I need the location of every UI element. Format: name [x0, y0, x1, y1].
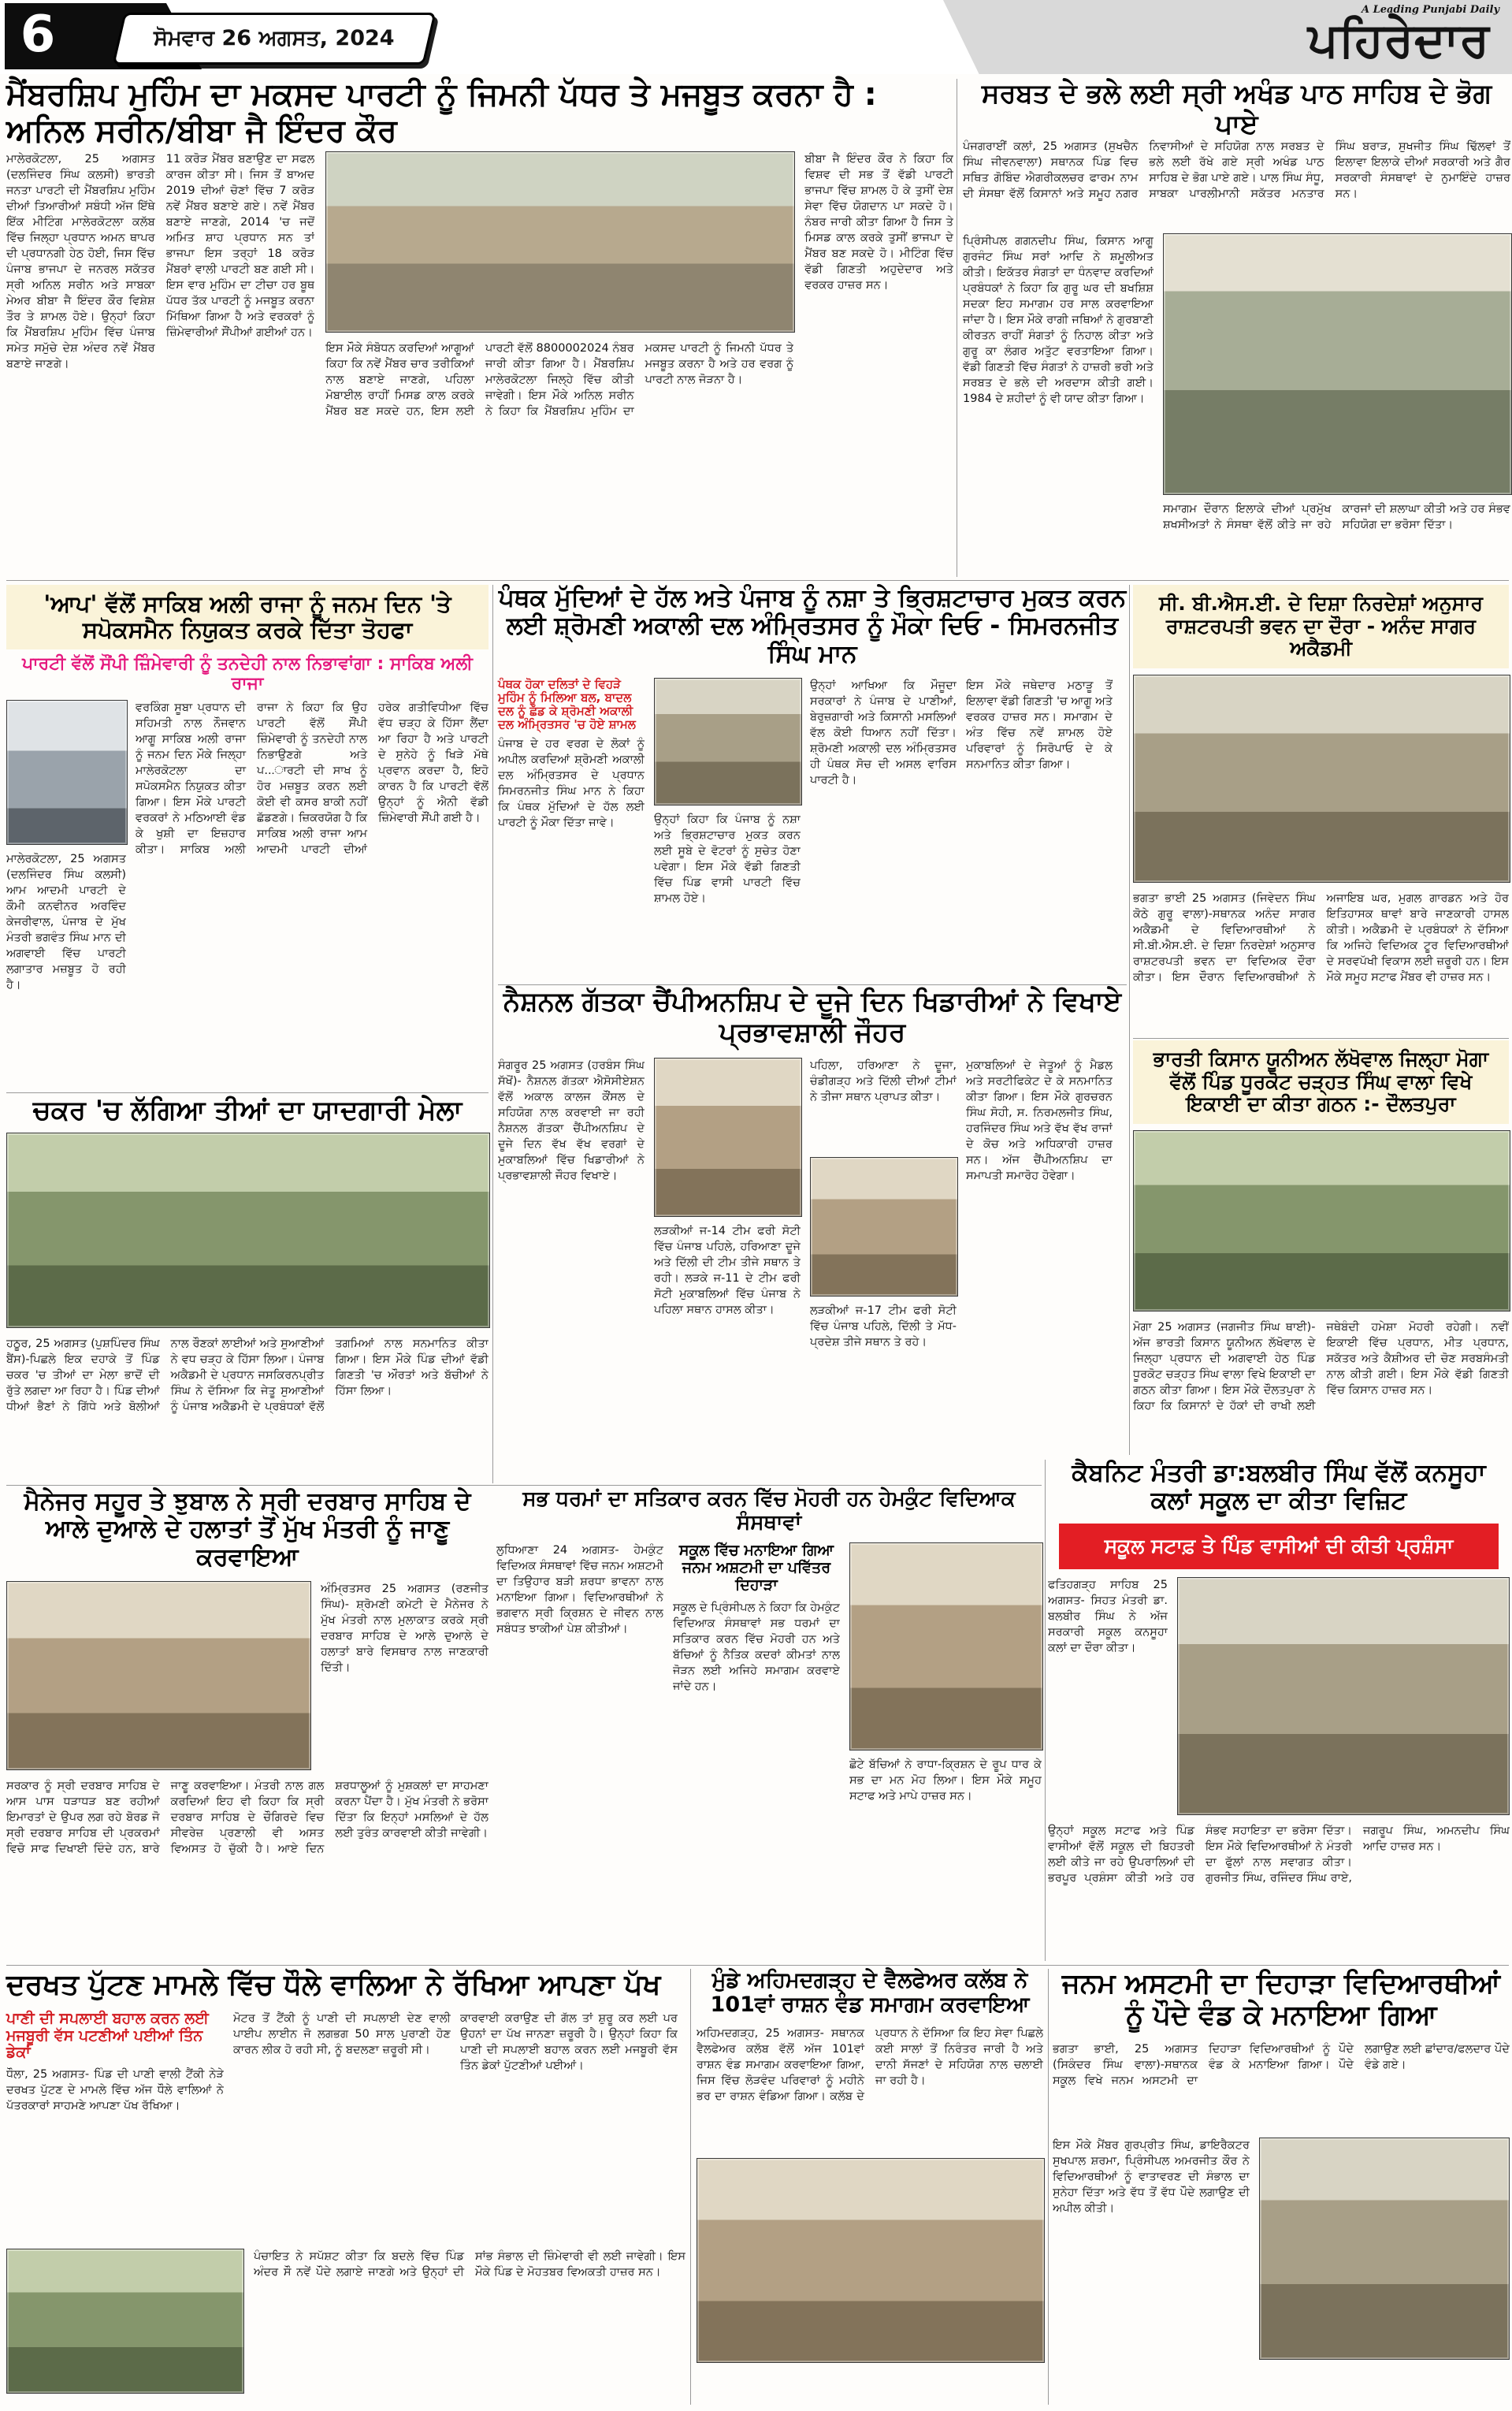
section-rule: [6, 580, 1509, 581]
page-number: 6: [20, 6, 56, 64]
janm-left-column: ਇਸ ਮੌਕੇ ਮੈਂਬਰ ਗੁਰਪ੍ਰੀਤ ਸਿੰਘ, ਡਾਇਰੈਕਟਰ ਸੁਖਪਾਲ ਸ਼ਰਮਾ, ਪ੍ਰਿੰਸੀਪਲ ਅਮਰਜੀਤ ਕੌਰ ਨੇ ਵਿਦਿਆਰਥੀਆਂ ਨੂੰ ਵਾਤਾਵਰਣ ਦੀ ਸੰਭਾਲ ਦਾ ਸੁਨੇਹਾ ਦਿੱਤਾ ਅਤੇ ਵੱਧ ਤੋਂ ਵੱਧ ਪੌਦੇ ਲਗਾਉਣ ਦੀ ਅਪੀਲ ਕੀਤੀ।: [1053, 2138, 1250, 2215]
welfare-headline: ਮੁੰਡੇ ਅਹਿਮਦਗੜ੍ਹ ਦੇ ਵੈਲਫੇਅਰ ਕਲੱਬ ਨੇ 101ਵਾਂ ਰਾਸ਼ਨ ਵੰਡ ਸਮਾਗਮ ਕਰਵਾਇਆ: [710, 1968, 1030, 2017]
photo-janmashtami-kids: [849, 1542, 1043, 1751]
balbir-subhead-band: ਸਕੂਲ ਸਟਾਫ਼ ਤੇ ਪਿੰਡ ਵਾਸੀਆਂ ਦੀ ਕੀਤੀ ਪ੍ਰਸ਼ੰਸਾ: [1059, 1524, 1499, 1569]
photo-saqib-ali-raja: [6, 700, 128, 845]
gatka-col-1: ਸੰਗਰੂਰ 25 ਅਗਸਤ (ਹਰਬੰਸ ਸਿੰਘ ਸੱਖੋਂ)- ਨੈਸ਼ਨਲ ਗੱਤਕਾ ਐਸੋਸੀਏਸ਼ਨ ਵੱਲੋਂ ਅਕਾਲ ਕਾਲਜ ਕੌਂਸਲ ਦੇ ਸਹਿਯੋਗ ਨਾਲ ਕਰਵਾਈ ਜਾ ਰਹੀ ਨੈਸ਼ਨਲ ਗੱਤਕਾ ਚੈਂਪੀਅਨਸ਼ਿਪ ਦੇ ਦੂਜੇ ਦਿਨ ਵੱਖ ਵੱਖ ਵਰਗਾਂ ਦੇ ਮੁਕਾਬਲਿਆਂ ਵਿੱਚ ਖਿਡਾਰੀਆਂ ਨੇ ਪ੍ਰਭਾਵਸ਼ਾਲੀ ਜੌਹਰ ਵਿਖਾਏ।: [498, 1059, 645, 1182]
column-rule: [1045, 1460, 1046, 1961]
lead-article-body: [6, 151, 953, 557]
photo-gatka-players-1: [654, 1058, 802, 1217]
janm-article: [1053, 1969, 1510, 2405]
photo-minister-visit: [1177, 1577, 1510, 1815]
hemkunt-article: [496, 1488, 1042, 1959]
janm-lead-text: ਭਗਤਾ ਭਾਈ, 25 ਅਗਸਤ (ਸਿਕੰਦਰ ਸਿੰਘ ਵਾਲਾ)-ਸਥਾਨਕ ਸਕੂਲ ਵਿਖੇ ਜਨਮ ਅਸਟਮੀ ਦਾ ਦਿਹਾੜਾ ਵਿਦਿਆਰਥੀਆਂ ਨੂੰ ਪੌਦੇ ਵੰਡ ਕੇ ਮਨਾਇਆ ਗਿਆ। ਪੌਦੇ ਲਗਾਉਣ ਲਈ ਛਾਂਦਾਰ/ਫਲਦਾਰ ਪੌਦੇ ਵੰਡੇ ਗਏ।: [1053, 2042, 1510, 2087]
mann-col-2: ਉਨ੍ਹਾਂ ਕਿਹਾ ਕਿ ਪੰਜਾਬ ਨੂੰ ਨਸ਼ਾ ਅਤੇ ਭ੍ਰਿਸ਼ਟਾਚਾਰ ਮੁਕਤ ਕਰਨ ਲਈ ਸੂਬੇ ਦੇ ਵੋਟਰਾਂ ਨੂੰ ਸੁਚੇਤ ਹੋਣਾ ਪਵੇਗਾ। ਇਸ ਮੌਕੇ ਵੱਡੀ ਗਿਣਤੀ ਵਿੱਚ ਪਿੰਡ ਵਾਸੀ ਪਾਰਟੀ ਵਿੱਚ ਸ਼ਾਮਲ ਹੋਏ।: [654, 813, 801, 905]
balbir-headline: ਕੈਬਨਿਟ ਮੰਤਰੀ ਡਾ:ਬਲਬੀਰ ਸਿੰਘ ਵੱਲੋਂ ਕਨਸੂਹਾ ਕਲਾਂ ਸਕੂਲ ਦਾ ਕੀਤਾ ਵਿਜ਼ਿਟ: [1072, 1459, 1486, 1516]
gatka-article: [498, 987, 1127, 1474]
welfare-body: ਅਹਿਮਦਗੜ੍ਹ, 25 ਅਗਸਤ- ਸਥਾਨਕ ਵੈਲਫੇਅਰ ਕਲੱਬ ਵੱਲੋਂ ਅੱਜ 101ਵਾਂ ਰਾਸ਼ਨ ਵੰਡ ਸਮਾਗਮ ਕਰਵਾਇਆ ਗਿਆ, ਜਿਸ ਵਿੱਚ ਲੋੜਵੰਦ ਪਰਿਵਾਰਾਂ ਨੂੰ ਮਹੀਨੇ ਭਰ ਦਾ ਰਾਸ਼ਨ ਵੰਡਿਆ ਗਿਆ। ਕਲੱਬ ਦੇ ਪ੍ਰਧਾਨ ਨੇ ਦੱਸਿਆ ਕਿ ਇਹ ਸੇਵਾ ਪਿਛਲੇ ਕਈ ਸਾਲਾਂ ਤੋਂ ਨਿਰੰਤਰ ਜਾਰੀ ਹੈ ਅਤੇ ਦਾਨੀ ਸੱਜਣਾਂ ਦੇ ਸਹਿਯੋਗ ਨਾਲ ਚਲਾਈ ਜਾ ਰਹੀ ਹੈ।: [697, 2026, 1043, 2103]
lead-col-2: 11 ਕਰੋੜ ਮੈਂਬਰ ਬਣਾਉਣ ਦਾ ਸਫਲ ਕਾਰਜ ਕੀਤਾ ਸੀ। ਜਿਸ ਤੋਂ ਬਾਅਦ 2019 ਦੀਆਂ ਚੋਣਾਂ ਵਿੱਚ 7 ਕਰੋੜ ਨਵੇਂ ਮੈਂਬਰ ਬਣਾਏ ਗਏ। ਨਵੇਂ ਮੈਂਬਰ ਬਣਾਏ ਜਾਣਗੇ, 2014 'ਚ ਜਦੋਂ ਅਮਿਤ ਸ਼ਾਹ ਪ੍ਰਧਾਨ ਸਨ ਤਾਂ ਭਾਜਪਾ ਇਸ ਤਰ੍ਹਾਂ 18 ਕਰੋੜ ਮੈਂਬਰਾਂ ਵਾਲੀ ਪਾਰਟੀ ਬਣ ਗਈ ਸੀ। ਇਸ ਵਾਰ ਮੁਹਿੰਮ ਦਾ ਟੀਚਾ ਹਰ ਬੂਥ ਪੱਧਰ ਤੱਕ ਪਾਰਟੀ ਨੂੰ ਮਜਬੂਤ ਕਰਨਾ ਮਿੱਥਿਆ ਗਿਆ ਹੈ ਅਤੇ ਵਰਕਰਾਂ ਨੂੰ ਜ਼ਿੰਮੇਵਾਰੀਆਂ ਸੌਂਪੀਆਂ ਗਈਆਂ ਹਨ।: [165, 153, 315, 339]
column-rule: [1129, 585, 1130, 1455]
mann-article: [498, 585, 1127, 983]
balbir-article: [1048, 1460, 1510, 1961]
manager-headline: ਮੈਨੇਜਰ ਸਹੂਰ ਤੇ ਝੁਬਾਲ ਨੇ ਸ੍ਰੀ ਦਰਬਾਰ ਸਾਹਿਬ ਦੇ ਆਲੇ ਦੁਆਲੇ ਦੇ ਹਲਾਤਾਂ ਤੋਂ ਮੁੱਖ ਮੰਤਰੀ ਨੂੰ ਜਾਣੂ ਕਰਵਾਇਆ: [24, 1487, 471, 1572]
teean-article: [6, 1096, 489, 1483]
bku-headline: ਭਾਰਤੀ ਕਿਸਾਨ ਯੂਨੀਅਨ ਲੱਖੋਵਾਲ ਜਿਲ੍ਹਾ ਮੋਗਾ ਵੱਲੋਂ ਪਿੰਡ ਧੂਰਕੋਟ ਚੜ੍ਹਤ ਸਿੰਘ ਵਾਲਾ ਵਿਖੇ ਇਕਾਈ ਦਾ ਕੀਤਾ ਗਠਨ :- ਦੌਲਤਪੁਰਾ: [1133, 1040, 1509, 1124]
tree-body-2: ਪੰਚਾਇਤ ਨੇ ਸਪੱਸ਼ਟ ਕੀਤਾ ਕਿ ਬਦਲੇ ਵਿੱਚ ਪਿੰਡ ਅੰਦਰ ਸੌ ਨਵੇਂ ਪੌਦੇ ਲਗਾਏ ਜਾਣਗੇ ਅਤੇ ਉਨ੍ਹਾਂ ਦੀ ਸਾਂਭ ਸੰਭਾਲ ਦੀ ਜ਼ਿੰਮੇਵਾਰੀ ਵੀ ਲਈ ਜਾਵੇਗੀ। ਇਸ ਮੌਕੇ ਪਿੰਡ ਦੇ ਮੋਹਤਬਰ ਵਿਅਕਤੀ ਹਾਜ਼ਰ ਸਨ।: [254, 2250, 685, 2279]
tree-col-2: ਮੋਟਰ ਤੋਂ ਟੈਂਕੀ ਨੂੰ ਪਾਣੀ ਦੀ ਸਪਲਾਈ ਦੇਣ ਵਾਲੀ ਪਾਈਪ ਲਾਈਨ ਜੋ ਲਗਭਗ 50 ਸਾਲ ਪੁਰਾਣੀ ਹੋਣ ਕਾਰਨ ਲੀਕ ਹੋ ਰਹੀ ਸੀ, ਨੂੰ ਬਦਲਣਾ ਜ਼ਰੂਰੀ ਸੀ।: [233, 2012, 451, 2057]
column-rule: [690, 1969, 691, 2405]
hemkunt-headline: ਸਭ ਧਰਮਾਂ ਦਾ ਸਤਿਕਾਰ ਕਰਨ ਵਿੱਚ ਮੋਹਰੀ ਹਨ ਹੇਮਕੁੰਟ ਵਿਦਿਆਕ ਸੰਸਥਾਵਾਂ: [522, 1487, 1016, 1535]
gatka-headline: ਨੈਸ਼ਨਲ ਗੱਤਕਾ ਚੈਂਪੀਅਨਸ਼ਿਪ ਦੇ ਦੂਜੇ ਦਿਨ ਖਿਡਾਰੀਆਂ ਨੇ ਵਿਖਾਏ ਪ੍ਰਭਾਵਸ਼ਾਲੀ ਜੌਹਰ: [503, 986, 1122, 1048]
photo-bku-unit: [1133, 1130, 1510, 1312]
mann-red-lead: ਪੰਥਕ ਹੋਕਾ ਦਲਿਤਾਂ ਦੇ ਵਿਹੜੇ ਮੁਹਿੰਮ ਨੂੰ ਮਿਲਿਆ ਬਲ, ਬਾਦਲ ਦਲ ਨੂੰ ਛੱਡ ਕੇ ਸ਼੍ਰੋਮਣੀ ਅਕਾਲੀ ਦਲ ਅੰਮ੍ਰਿਤਸਰ 'ਚ ਹੋਏ ਸ਼ਾਮਲ: [498, 676, 636, 732]
photo-tree-site: [6, 2249, 244, 2394]
photo-cm-meeting: [6, 1581, 311, 1770]
bku-body: ਮੋਗਾ 25 ਅਗਸਤ (ਜਗਜੀਤ ਸਿੰਘ ਥਾਈ)- ਅੱਜ ਭਾਰਤੀ ਕਿਸਾਨ ਯੂਨੀਅਨ ਲੱਖੋਵਾਲ ਦੇ ਜਿਲ੍ਹਾ ਪ੍ਰਧਾਨ ਦੀ ਅਗਵਾਈ ਹੇਠ ਪਿੰਡ ਧੂਰਕੋਟ ਚੜ੍ਹਤ ਸਿੰਘ ਵਾਲਾ ਵਿਖੇ ਇਕਾਈ ਦਾ ਗਠਨ ਕੀਤਾ ਗਿਆ। ਇਸ ਮੌਕੇ ਦੌਲਤਪੁਰਾ ਨੇ ਕਿਹਾ ਕਿ ਕਿਸਾਨਾਂ ਦੇ ਹੱਕਾਂ ਦੀ ਰਾਖੀ ਲਈ ਜਥੇਬੰਦੀ ਹਮੇਸ਼ਾ ਮੋਹਰੀ ਰਹੇਗੀ। ਨਵੀਂ ਇਕਾਈ ਵਿੱਚ ਪ੍ਰਧਾਨ, ਮੀਤ ਪ੍ਰਧਾਨ, ਸਕੱਤਰ ਅਤੇ ਕੈਸ਼ੀਅਰ ਦੀ ਚੋਣ ਸਰਬਸੰਮਤੀ ਨਾਲ ਕੀਤੀ ਗਈ। ਇਸ ਮੌਕੇ ਵੱਡੀ ਗਿਣਤੀ ਵਿੱਚ ਕਿਸਾਨ ਹਾਜ਼ਰ ਸਨ।: [1133, 1320, 1509, 1412]
aap-body: ਵਰਕਿੰਗ ਸੂਬਾ ਪ੍ਰਧਾਨ ਦੀ ਸਹਿਮਤੀ ਨਾਲ ਨੌਜਵਾਨ ਆਗੂ ਸਾਕਿਬ ਅਲੀ ਰਾਜਾ ਨੂੰ ਜਨਮ ਦਿਨ ਮੌਕੇ ਜਿਲ੍ਹਾ ਮਾਲੇਰਕੋਟਲਾ ਦਾ ਸਪੋਕਸਮੈਨ ਨਿਯੁਕਤ ਕੀਤਾ ਗਿਆ। ਇਸ ਮੌਕੇ ਪਾਰਟੀ ਵਰਕਰਾਂ ਨੇ ਮਠਿਆਈ ਵੰਡ ਕੇ ਖੁਸ਼ੀ ਦਾ ਇਜ਼ਹਾਰ ਕੀਤਾ। ਸਾਕਿਬ ਅਲੀ ਰਾਜਾ ਨੇ ਕਿਹਾ ਕਿ ਉਹ ਪਾਰਟੀ ਵੱਲੋਂ ਸੌਂਪੀ ਜ਼ਿੰਮੇਵਾਰੀ ਨੂੰ ਤਨਦੇਹੀ ਨਾਲ ਨਿਭਾਉਣਗੇ ਅਤੇ ਪ...ਾਰਟੀ ਦੀ ਸਾਖ ਨੂੰ ਹੋਰ ਮਜ਼ਬੂਤ ਕਰਨ ਲਈ ਕੋਈ ਵੀ ਕਸਰ ਬਾਕੀ ਨਹੀਂ ਛੱਡਣਗੇ। ਜ਼ਿਕਰਯੋਗ ਹੈ ਕਿ ਸਾਕਿਬ ਅਲੀ ਰਾਜਾ ਆਮ ਆਦਮੀ ਪਾਰਟੀ ਦੀਆਂ ਹਰੇਕ ਗਤੀਵਿਧੀਆ ਵਿੱਚ ਵੱਧ ਚੜ੍ਹ ਕੇ ਹਿੱਸਾ ਲੈਂਦਾ ਆ ਰਿਹਾ ਹੈ ਅਤੇ ਪਾਰਟੀ ਦੇ ਸੁਨੇਹੇ ਨੂੰ ਖਿੜੇ ਮੱਥੇ ਪ੍ਰਵਾਨ ਕਰਦਾ ਹੈ, ਇਹੋ ਕਾਰਨ ਹੈ ਕਿ ਪਾਰਟੀ ਵੱਲੋਂ ਉਨ੍ਹਾਂ ਨੂੰ ਐਨੀ ਵੱਡੀ ਜ਼ਿੰਮੇਵਾਰੀ ਸੌਂਪੀ ਗਈ ਹੈ।: [136, 701, 489, 857]
lead-col-4: ਬੀਬਾ ਜੈ ਇੰਦਰ ਕੌਰ ਨੇ ਕਿਹਾ ਕਿ ਵਿਸ਼ਵ ਦੀ ਸਭ ਤੋਂ ਵੱਡੀ ਪਾਰਟੀ ਭਾਜਪਾ ਵਿੱਚ ਸ਼ਾਮਲ ਹੋ ਕੇ ਤੁਸੀਂ ਦੇਸ਼ ਸੇਵਾ ਵਿੱਚ ਯੋਗਦਾਨ ਪਾ ਸਕਦੇ ਹੋ। ਨੰਬਰ ਜਾਰੀ ਕੀਤਾ ਗਿਆ ਹੈ ਜਿਸ ਤੇ ਮਿਸਡ ਕਾਲ ਕਰਕੇ ਤੁਸੀਂ ਭਾਜਪਾ ਦੇ ਮੈਂਬਰ ਬਣ ਸਕਦੇ ਹੋ। ਮੀਟਿੰਗ ਵਿੱਚ ਵੱਡੀ ਗਿਣਤੀ ਅਹੁਦੇਦਾਰ ਅਤੇ ਵਰਕਰ ਹਾਜ਼ਰ ਸਨ।: [804, 153, 953, 292]
column-rule: [1048, 1969, 1049, 2405]
aap-subhead: ਪਾਰਟੀ ਵੱਲੋਂ ਸੌਂਪੀ ਜ਼ਿੰਮੇਵਾਰੀ ਨੂੰ ਤਨਦੇਹੀ ਨਾਲ ਨਿਭਾਵਾਂਗਾ : ਸਾਕਿਬ ਅਲੀ ਰਾਜਾ: [22, 654, 473, 694]
column-rule: [492, 585, 493, 1483]
mann-col-1: ਪੰਜਾਬ ਦੇ ਹਰ ਵਰਗ ਦੇ ਲੋਕਾਂ ਨੂੰ ਅਪੀਲ ਕਰਦਿਆਂ ਸ਼੍ਰੋਮਣੀ ਅਕਾਲੀ ਦਲ ਅੰਮ੍ਰਿਤਸਰ ਦੇ ਪ੍ਰਧਾਨ ਸਿਮਰਨਜੀਤ ਸਿੰਘ ਮਾਨ ਨੇ ਕਿਹਾ ਕਿ ਪੰਥਕ ਮੁੱਦਿਆਂ ਦੇ ਹੱਲ ਲਈ ਪਾਰਟੀ ਨੂੰ ਮੌਕਾ ਦਿੱਤਾ ਜਾਵੇ।: [498, 738, 645, 830]
mann-headline: ਪੰਥਕ ਮੁੱਦਿਆਂ ਦੇ ਹੱਲ ਅਤੇ ਪੰਜਾਬ ਨੂੰ ਨਸ਼ਾ ਤੇ ਭ੍ਰਿਸ਼ਟਾਚਾਰ ਮੁਕਤ ਕਰਨ ਲਈ ਸ਼੍ਰੋਮਣੀ ਅਕਾਲੀ ਦਲ ਅੰਮ੍ਰਿਤਸਰ ਨੂੰ ਮੌਕਾ ਦਿਓ - ਸਿਮਰਨਜੀਤ ਸਿੰਘ ਮਾਨ: [498, 584, 1127, 668]
tree-col-3: ਕਾਰਵਾਈ ਕਰਾਉਣ ਦੀ ਗੱਲ ਤਾਂ ਸ਼ੁਰੂ ਕਰ ਲਈ ਪਰ ਉਹਨਾਂ ਦਾ ਪੱਖ ਜਾਨਣਾ ਜ਼ਰੂਰੀ ਹੈ। ਉਨ੍ਹਾਂ ਕਿਹਾ ਕਿ ਪਾਣੀ ਦੀ ਸਪਲਾਈ ਬਹਾਲ ਕਰਨ ਲਈ ਮਜਬੂਰੀ ਵੱਸ ਤਿੰਨ ਡੇਕਾਂ ਪੁੱਟਣੀਆਂ ਪਈਆਂ।: [460, 2012, 678, 2073]
manager-right-column: ਅੰਮ੍ਰਿਤਸਰ 25 ਅਗਸਤ (ਰਣਜੀਤ ਸਿੰਘ)- ਸ਼੍ਰੋਮਣੀ ਕਮੇਟੀ ਦੇ ਮੈਨੇਜਰ ਨੇ ਮੁੱਖ ਮੰਤਰੀ ਨਾਲ ਮੁਲਾਕਾਤ ਕਰਕੇ ਸ੍ਰੀ ਦਰਬਾਰ ਸਾਹਿਬ ਦੇ ਆਲੇ ਦੁਆਲੇ ਦੇ ਹਲਾਤਾਂ ਬਾਰੇ ਵਿਸਥਾਰ ਨਾਲ ਜਾਣਕਾਰੀ ਦਿੱਤੀ।: [321, 1582, 489, 1674]
aap-headline: 'ਆਪ' ਵੱਲੋਂ ਸਾਕਿਬ ਅਲੀ ਰਾਜਾ ਨੂੰ ਜਨਮ ਦਿਨ 'ਤੇ ਸਪੋਕਸਮੈਨ ਨਿਯੁਕਤ ਕਰਕੇ ਦਿੱਤਾ ਤੋਹਫਾ: [6, 585, 489, 649]
welfare-article: [697, 1969, 1043, 2405]
photo-students-plants: [1259, 2138, 1510, 2360]
photo-gatka-players-2: [810, 1157, 958, 1297]
tree-headline: ਦਰਖਤ ਪੁੱਟਣ ਮਾਮਲੇ ਵਿੱਚ ਧੌਲੇ ਵਾਲਿਆ ਨੇ ਰੱਖਿਆ ਆਪਣਾ ਪੱਖ: [6, 1969, 661, 2001]
cbse-headline: ਸੀ. ਬੀ.ਐਸ.ਈ. ਦੇ ਦਿਸ਼ਾ ਨਿਰਦੇਸ਼ਾਂ ਅਨੁਸਾਰ ਰਾਸ਼ਟਰਪਤੀ ਭਵਨ ਦਾ ਦੌਰਾ - ਅਨੰਦ ਸਾਗਰ ਅਕੈਡਮੀ: [1133, 585, 1509, 668]
cbse-article: [1133, 585, 1509, 1038]
photo-mann-akali-leaders: [654, 678, 802, 806]
lead-col-1: ਮਾਲੇਰਕੋਟਲਾ, 25 ਅਗਸਤ (ਦਲਜਿੰਦਰ ਸਿੰਘ ਕਲਸੀ) ਭਾਰਤੀ ਜਨਤਾ ਪਾਰਟੀ ਦੀ ਮੈਂਬਰਸ਼ਿਪ ਮੁਹਿੰਮ ਦੀਆਂ ਤਿਆਰੀਆਂ ਸਬੰਧੀ ਅੱਜ ਇੱਥੇ ਇੱਕ ਮੀਟਿੰਗ ਮਾਲੇਰਕੋਟਲਾ ਕਲੱਬ ਵਿੱਚ ਜਿਲ੍ਹਾ ਪ੍ਰਧਾਨ ਅਮਨ ਥਾਪਰ ਦੀ ਪ੍ਰਧਾਨਗੀ ਹੇਠ ਹੋਈ, ਜਿਸ ਵਿੱਚ ਪੰਜਾਬ ਭਾਜਪਾ ਦੇ ਜਨਰਲ ਸਕੱਤਰ ਸ੍ਰੀ ਅਨਿਲ ਸਰੀਨ ਅਤੇ ਸਾਬਕਾ ਮੇਅਰ ਬੀਬਾ ਜੈ ਇੰਦਰ ਕੌਰ ਵਿਸ਼ੇਸ਼ ਤੌਰ ਤੇ ਸ਼ਾਮਲ ਹੋਏ। ਉਨ੍ਹਾਂ ਕਿਹਾ ਕਿ ਮੈਂਬਰਸ਼ਿਪ ਮੁਹਿੰਮ ਵਿੱਚ ਪੰਜਾਬ ਸਮੇਤ ਸਮੁੱਚੇ ਦੇਸ਼ ਅੰਦਰ ਨਵੇਂ ਮੈਂਬਰ ਬਣਾਏ ਜਾਣਗੇ।: [6, 153, 155, 370]
akhand-left-column: ਪ੍ਰਿੰਸੀਪਲ ਗਗਨਦੀਪ ਸਿੰਘ, ਕਿਸਾਨ ਆਗੂ ਗੁਰਜੰਟ ਸਿੰਘ ਸਰਾਂ ਆਦਿ ਨੇ ਸ਼ਮੂਲੀਅਤ ਕੀਤੀ। ਇਕੱਤਰ ਸੰਗਤਾਂ ਦਾ ਧੰਨਵਾਦ ਕਰਦਿਆਂ ਪ੍ਰਬੰਧਕਾਂ ਨੇ ਕਿਹਾ ਕਿ ਗੁਰੂ ਘਰ ਦੀ ਬਖਸ਼ਿਸ਼ ਸਦਕਾ ਇਹ ਸਮਾਗਮ ਹਰ ਸਾਲ ਕਰਵਾਇਆ ਜਾਂਦਾ ਹੈ। ਇਸ ਮੌਕੇ ਰਾਗੀ ਜਥਿਆਂ ਨੇ ਗੁਰਬਾਣੀ ਕੀਰਤਨ ਰਾਹੀਂ ਸੰਗਤਾਂ ਨੂੰ ਨਿਹਾਲ ਕੀਤਾ ਅਤੇ ਗੁਰੂ ਕਾ ਲੰਗਰ ਅਤੁੱਟ ਵਰਤਾਇਆ ਗਿਆ। ਵੱਡੀ ਗਿਣਤੀ ਵਿੱਚ ਸੰਗਤਾਂ ਨੇ ਹਾਜ਼ਰੀ ਭਰੀ ਅਤੇ ਸਰਬਤ ਦੇ ਭਲੇ ਦੀ ਅਰਦਾਸ ਕੀਤੀ ਗਈ। 1984 ਦੇ ਸ਼ਹੀਦਾਂ ਨੂੰ ਵੀ ਯਾਦ ਕੀਤਾ ਗਿਆ।: [963, 235, 1154, 405]
section-rule: [6, 1092, 489, 1093]
tree-red-subhead: ਪਾਣੀ ਦੀ ਸਪਲਾਈ ਬਹਾਲ ਕਰਨ ਲਈ ਮਜਬੂਰੀ ਵੱਸ ਪਟਣੀਆਂ ਪਈਆਂ ਤਿੰਨ ਡੇਕਾਂ: [6, 2010, 209, 2062]
gatka-col-3a: ਪਹਿਲਾ, ਹਰਿਆਣਾ ਨੇ ਦੂਜਾ, ਚੰਡੀਗੜ੍ਹ ਅਤੇ ਦਿੱਲੀ ਦੀਆਂ ਟੀਮਾਂ ਨੇ ਤੀਜਾ ਸਥਾਨ ਪ੍ਰਾਪਤ ਕੀਤਾ।: [810, 1059, 957, 1103]
photo-ration-distribution: [697, 2158, 1045, 2363]
balbir-left-column: ਫਤਿਹਗੜ੍ਹ ਸਾਹਿਬ 25 ਅਗਸਤ- ਸਿਹਤ ਮੰਤਰੀ ਡਾ. ਬਲਬੀਰ ਸਿੰਘ ਨੇ ਅੱਜ ਸਰਕਾਰੀ ਸਕੂਲ ਕਨਸੂਹਾ ਕਲਾਂ ਦਾ ਦੌਰਾ ਕੀਤਾ।: [1048, 1578, 1168, 1654]
section-rule: [6, 1965, 1509, 1966]
photo-lead-meeting: [325, 151, 795, 333]
hemkunt-subhead: ਸਕੂਲ ਵਿੱਚ ਮਨਾਇਆ ਗਿਆ ਜਨਮ ਅਸ਼ਟਮੀ ਦਾ ਪਵਿੱਤਰ ਦਿਹਾੜਾ: [678, 1542, 834, 1594]
tree-col-1: ਧੌਲਾ, 25 ਅਗਸਤ- ਪਿੰਡ ਦੀ ਪਾਣੀ ਵਾਲੀ ਟੈਂਕੀ ਨੇੜੇ ਦਰਖਤ ਪੁੱਟਣ ਦੇ ਮਾਮਲੇ ਵਿੱਚ ਅੱਜ ਧੌਲੇ ਵਾਲਿਆਂ ਨੇ ਪੱਤਰਕਾਰਾਂ ਸਾਹਮਣੇ ਆਪਣਾ ਪੱਖ ਰੱਖਿਆ।: [6, 2068, 224, 2112]
gatka-col-3b: ਲੜਕੀਆਂ ਜ-17 ਟੀਮ ਫਰੀ ਸੋਟੀ ਵਿੱਚ ਪੰਜਾਬ ਪਹਿਲੇ, ਦਿੱਲੀ ਤੇ ਮੱਧ-ਪ੍ਰਦੇਸ਼ ਤੀਜੇ ਸਥਾਨ ਤੇ ਰਹੇ।: [810, 1304, 957, 1349]
balbir-body: ਉਨ੍ਹਾਂ ਸਕੂਲ ਸਟਾਫ ਅਤੇ ਪਿੰਡ ਵਾਸੀਆਂ ਵੱਲੋਂ ਸਕੂਲ ਦੀ ਬਿਹਤਰੀ ਲਈ ਕੀਤੇ ਜਾ ਰਹੇ ਉਪਰਾਲਿਆਂ ਦੀ ਭਰਪੂਰ ਪ੍ਰਸ਼ੰਸਾ ਕੀਤੀ ਅਤੇ ਹਰ ਸੰਭਵ ਸਹਾਇਤਾ ਦਾ ਭਰੋਸਾ ਦਿੱਤਾ। ਇਸ ਮੌਕੇ ਵਿਦਿਆਰਥੀਆਂ ਨੇ ਮੰਤਰੀ ਦਾ ਫੁੱਲਾਂ ਨਾਲ ਸਵਾਗਤ ਕੀਤਾ। ਗੁਰਜੀਤ ਸਿੰਘ, ਰਜਿੰਦਰ ਸਿੰਘ ਰਾਏ, ਜਗਰੂਪ ਸਿੰਘ, ਅਮਨਦੀਪ ਸਿੰਘ ਆਦਿ ਹਾਜ਼ਰ ਸਨ।: [1048, 1824, 1510, 1885]
tree-article: [6, 1969, 685, 2405]
section-rule: [498, 984, 1127, 985]
mann-col-4: ਇਸ ਮੌਕੇ ਜਥੇਦਾਰ ਮਠਾੜੂ ਤੋਂ ਇਲਾਵਾ ਵੱਡੀ ਗਿਣਤੀ 'ਚ ਆਗੂ ਅਤੇ ਵਰਕਰ ਹਾਜ਼ਰ ਸਨ। ਸਮਾਗਮ ਦੇ ਅੰਤ ਵਿੱਚ ਨਵੇਂ ਸ਼ਾਮਲ ਹੋਏ ਪਰਿਵਾਰਾਂ ਨੂੰ ਸਿਰੋਪਾਓ ਦੇ ਕੇ ਸਨਮਾਨਿਤ ਕੀਤਾ ਗਿਆ।: [966, 679, 1113, 771]
photo-teean-mela: [6, 1133, 490, 1328]
lead-headline: ਮੈਂਬਰਸ਼ਿਪ ਮੁਹਿੰਮ ਦਾ ਮਕਸਦ ਪਾਰਟੀ ਨੂੰ ਜਿਮਨੀ ਪੱਧਰ ਤੇ ਮਜਬੂਤ ਕਰਨਾ ਹੈ : ਅਨਿਲ ਸਰੀਨ/ਬੀਬਾ ਜੈ ਇੰਦਰ ਕੌਰ: [6, 76, 877, 149]
bku-article: [1133, 1040, 1509, 1482]
masthead-tagline: A Leading Punjabi Daily: [1361, 4, 1499, 16]
akhand-lead-text: ਪੰਜਗਰਾਈਂ ਕਲਾਂ, 25 ਅਗਸਤ (ਸੁਖਚੈਨ ਸਿੰਘ ਜੀਵਨਵਾਲਾ) ਸਥਾਨਕ ਪਿੰਡ ਵਿਚ ਸਥਿਤ ਗੋਬਿੰਦ ਐਗਰੀਕਲਚਰ ਫਾਰਮ ਨਾਮ ਦੀ ਸੰਸਥਾ ਵੱਲੋਂ ਕਿਸਾਨਾਂ ਅਤੇ ਸਮੂਹ ਨਗਰ ਨਿਵਾਸੀਆਂ ਦੇ ਸਹਿਯੋਗ ਨਾਲ ਸਰਬਤ ਦੇ ਭਲੇ ਲਈ ਰੱਖੇ ਗਏ ਸ੍ਰੀ ਅਖੰਡ ਪਾਠ ਸਾਹਿਬ ਦੇ ਭੋਗ ਪਾਏ ਗਏ। ਪਾਲ ਸਿੰਘ ਸੰਧੂ, ਸਾਬਕਾ ਪਾਰਲੀਮਾਨੀ ਸਕੱਤਰ ਮਨਤਾਰ ਸਿੰਘ ਬਰਾੜ, ਸੁਖਜੀਤ ਸਿੰਘ ਢਿੱਲਵਾਂ ਤੋਂ ਇਲਾਵਾ ਇਲਾਕੇ ਦੀਆਂ ਸਰਕਾਰੀ ਅਤੇ ਗੈਰ ਸਰਕਾਰੀ ਸੰਸਥਾਵਾਂ ਦੇ ਨੁਮਾਇੰਦੇ ਹਾਜ਼ਰ ਸਨ।: [963, 140, 1510, 200]
gatka-col-4: ਮੁਕਾਬਲਿਆਂ ਦੇ ਜੇਤੂਆਂ ਨੂੰ ਮੈਡਲ ਅਤੇ ਸਰਟੀਫਿਕੇਟ ਦੇ ਕੇ ਸਨਮਾਨਿਤ ਕੀਤਾ ਗਿਆ। ਇਸ ਮੌਕੇ ਗੁਰਚਰਨ ਸਿੰਘ ਸੋਹੀ, ਸ. ਨਿਰਮਲਜੀਤ ਸਿੰਘ, ਹਰਜਿੰਦਰ ਸਿੰਘ ਅਤੇ ਵੱਖ ਵੱਖ ਰਾਜਾਂ ਦੇ ਕੋਚ ਅਤੇ ਅਧਿਕਾਰੀ ਹਾਜ਼ਰ ਸਨ। ਅੱਜ ਚੈਂਪੀਅਨਸ਼ਿਪ ਦਾ ਸਮਾਪਤੀ ਸਮਾਰੋਹ ਹੋਵੇਗਾ।: [966, 1059, 1113, 1182]
hemkunt-col-2: ਸਕੂਲ ਦੇ ਪ੍ਰਿੰਸੀਪਲ ਨੇ ਕਿਹਾ ਕਿ ਹੇਮਕੁੰਟ ਵਿਦਿਆਕ ਸੰਸਥਾਵਾਂ ਸਭ ਧਰਮਾਂ ਦਾ ਸਤਿਕਾਰ ਕਰਨ ਵਿੱਚ ਮੋਹਰੀ ਹਨ ਅਤੇ ਬੱਚਿਆਂ ਨੂੰ ਨੈਤਿਕ ਕਦਰਾਂ ਕੀਮਤਾਂ ਨਾਲ ਜੋੜਨ ਲਈ ਅਜਿਹੇ ਸਮਾਗਮ ਕਰਵਾਏ ਜਾਂਦੇ ਹਨ।: [673, 1602, 840, 1694]
cbse-body: ਭਗਤਾ ਭਾਈ 25 ਅਗਸਤ (ਜਿਵੇਦਨ ਸਿੰਘ ਕੋਠੇ ਗੁਰੂ ਵਾਲਾ)-ਸਥਾਨਕ ਅਨੰਦ ਸਾਗਰ ਅਕੈਡਮੀ ਦੇ ਵਿਦਿਆਰਥੀਆਂ ਨੇ ਸੀ.ਬੀ.ਐਸ.ਈ. ਦੇ ਦਿਸ਼ਾ ਨਿਰਦੇਸ਼ਾਂ ਅਨੁਸਾਰ ਰਾਸ਼ਟਰਪਤੀ ਭਵਨ ਦਾ ਵਿਦਿਅਕ ਦੌਰਾ ਕੀਤਾ। ਇਸ ਦੌਰਾਨ ਵਿਦਿਆਰਥੀਆਂ ਨੇ ਅਜਾਇਬ ਘਰ, ਮੁਗਲ ਗਾਰਡਨ ਅਤੇ ਹੋਰ ਇਤਿਹਾਸਕ ਥਾਵਾਂ ਬਾਰੇ ਜਾਣਕਾਰੀ ਹਾਸਲ ਕੀਤੀ। ਅਕੈਡਮੀ ਦੇ ਪ੍ਰਬੰਧਕਾਂ ਨੇ ਦੱਸਿਆ ਕਿ ਅਜਿਹੇ ਵਿਦਿਅਕ ਟੂਰ ਵਿਦਿਆਰਥੀਆਂ ਦੇ ਸਰਵਪੱਖੀ ਵਿਕਾਸ ਲਈ ਜ਼ਰੂਰੀ ਹਨ। ਇਸ ਮੌਕੇ ਸਮੂਹ ਸਟਾਫ ਮੈਂਬਰ ਵੀ ਹਾਜ਼ਰ ਸਨ।: [1133, 891, 1509, 984]
section-rule: [1133, 1038, 1509, 1039]
date-box: [112, 13, 436, 65]
lead-middle-block: [325, 151, 793, 557]
akhand-below-photo-text: ਸਮਾਗਮ ਦੌਰਾਨ ਇਲਾਕੇ ਦੀਆਂ ਪ੍ਰਮੁੱਖ ਸ਼ਖਸੀਅਤਾਂ ਨੇ ਸੰਸਥਾ ਵੱਲੋਂ ਕੀਤੇ ਜਾ ਰਹੇ ਕਾਰਜਾਂ ਦੀ ਸ਼ਲਾਘਾ ਕੀਤੀ ਅਤੇ ਹਰ ਸੰਭਵ ਸਹਿਯੋਗ ਦਾ ਭਰੋਸਾ ਦਿੱਤਾ।: [1163, 503, 1510, 531]
lead-col-3: ਇਸ ਮੌਕੇ ਸੰਬੋਧਨ ਕਰਦਿਆਂ ਆਗੂਆਂ ਕਿਹਾ ਕਿ ਨਵੇਂ ਮੈਂਬਰ ਚਾਰ ਤਰੀਕਿਆਂ ਨਾਲ ਬਣਾਏ ਜਾਣਗੇ, ਪਹਿਲਾ ਮੋਬਾਈਲ ਰਾਹੀਂ ਮਿਸਡ ਕਾਲ ਕਰਕੇ ਮੈਂਬਰ ਬਣ ਸਕਦੇ ਹਨ, ਇਸ ਲਈ ਪਾਰਟੀ ਵੱਲੋਂ 8800002024 ਨੰਬਰ ਜਾਰੀ ਕੀਤਾ ਗਿਆ ਹੈ। ਮੈਂਬਰਸ਼ਿਪ ਮਾਲੇਰਕੋਟਲਾ ਜਿਲ੍ਹੇ ਵਿੱਚ ਕੀਤੀ ਜਾਵੇਗੀ। ਇਸ ਮੌਕੇ ਅਨਿਲ ਸਰੀਨ ਨੇ ਕਿਹਾ ਕਿ ਮੈਂਬਰਸ਼ਿਪ ਮੁਹਿੰਮ ਦਾ ਮਕਸਦ ਪਾਰਟੀ ਨੂੰ ਜਿਮਨੀ ਪੱਧਰ ਤੇ ਮਜਬੂਤ ਕਰਨਾ ਹੈ ਅਤੇ ਹਰ ਵਰਗ ਨੂੰ ਪਾਰਟੀ ਨਾਲ ਜੋੜਨਾ ਹੈ।: [325, 342, 794, 418]
page-header: [0, 0, 1512, 74]
aap-article: [6, 585, 489, 1089]
gatka-col-2: ਲੜਕੀਆਂ ਜ-14 ਟੀਮ ਫਰੀ ਸੋਟੀ ਵਿੱਚ ਪੰਜਾਬ ਪਹਿਲੇ, ਹਰਿਆਣਾ ਦੂਜੇ ਅਤੇ ਦਿੱਲੀ ਦੀ ਟੀਮ ਤੀਜੇ ਸਥਾਨ ਤੇ ਰਹੀ। ਲੜਕੇ ਜ-11 ਦੇ ਟੀਮ ਫਰੀ ਸੋਟੀ ਮੁਕਾਬਲਿਆਂ ਵਿੱਚ ਪੰਜਾਬ ਨੇ ਪਹਿਲਾ ਸਥਾਨ ਹਾਸਲ ਕੀਤਾ।: [654, 1224, 801, 1316]
teean-body: ਹਠੂਰ, 25 ਅਗਸਤ (ਪੁਸ਼ਪਿੰਦਰ ਸਿੰਘ ਬੈਂਸ)-ਪਿਛਲੇ ਇਕ ਦਹਾਕੇ ਤੋਂ ਪਿੰਡ ਚਕਰ 'ਚ ਤੀਆਂ ਦਾ ਮੇਲਾ ਭਾਦੋਂ ਦੀ ਰੁੱਤੇ ਲਗਦਾ ਆ ਰਿਹਾ ਹੈ। ਪਿੰਡ ਦੀਆਂ ਧੀਆਂ ਭੈਣਾਂ ਨੇ ਗਿੱਧੇ ਅਤੇ ਬੋਲੀਆਂ ਨਾਲ ਰੌਣਕਾਂ ਲਾਈਆਂ ਅਤੇ ਸੁਆਣੀਆਂ ਨੇ ਵਧ ਚੜ੍ਹ ਕੇ ਹਿੱਸਾ ਲਿਆ। ਪੰਜਾਬ ਅਕੈਡਮੀ ਦੇ ਪ੍ਰਧਾਨ ਜਸਕਿਰਨਪ੍ਰੀਤ ਸਿੰਘ ਨੇ ਦੱਸਿਆ ਕਿ ਜੇਤੂ ਸੁਆਣੀਆਂ ਨੂੰ ਪੰਜਾਬ ਅਕੈਡਮੀ ਦੇ ਪ੍ਰਬੰਧਕਾਂ ਵੱਲੋਂ ਤਗਮਿਆਂ ਨਾਲ ਸਨਮਾਨਿਤ ਕੀਤਾ ਗਿਆ। ਇਸ ਮੌਕੇ ਪਿੰਡ ਦੀਆਂ ਵੱਡੀ ਗਿਣਤੀ 'ਚ ਔਰਤਾਂ ਅਤੇ ਬੱਚੀਆਂ ਨੇ ਹਿੱਸਾ ਲਿਆ।: [6, 1337, 489, 1413]
aap-col-1: ਮਾਲੇਰਕੋਟਲਾ, 25 ਅਗਸਤ (ਦਲਜਿੰਦਰ ਸਿੰਘ ਕਲਸੀ) ਆਮ ਆਦਮੀ ਪਾਰਟੀ ਦੇ ਕੌਮੀ ਕਨਵੀਨਰ ਅਰਵਿੰਦ ਕੇਜਰੀਵਾਲ, ਪੰਜਾਬ ਦੇ ਮੁੱਖ ਮੰਤਰੀ ਭਗਵੰਤ ਸਿੰਘ ਮਾਨ ਦੀ ਅਗਵਾਈ ਵਿੱਚ ਪਾਰਟੀ ਲਗਾਤਾਰ ਮਜ਼ਬੂਤ ਹੋ ਰਹੀ ਹੈ।: [6, 853, 126, 992]
page-date: ਸੋਮਵਾਰ 26 ਅਗਸਤ, 2024: [154, 26, 395, 50]
hemkunt-col-1: ਲੁਧਿਆਣਾ 24 ਅਗਸਤ- ਹੇਮਕੁੰਟ ਵਿਦਿਅਕ ਸੰਸਥਾਵਾਂ ਵਿੱਚ ਜਨਮ ਅਸ਼ਟਮੀ ਦਾ ਤਿਉਹਾਰ ਬੜੀ ਸ਼ਰਧਾ ਭਾਵਨਾ ਨਾਲ ਮਨਾਇਆ ਗਿਆ। ਵਿਦਿਆਰਥੀਆਂ ਨੇ ਭਗਵਾਨ ਸ੍ਰੀ ਕ੍ਰਿਸ਼ਨ ਦੇ ਜੀਵਨ ਨਾਲ ਸਬੰਧਤ ਝਾਕੀਆਂ ਪੇਸ਼ ਕੀਤੀਆਂ।: [496, 1544, 663, 1636]
masthead-title: ਪਹਿਰੇਦਾਰ: [1307, 13, 1490, 68]
photo-akhand-congregation: [1163, 233, 1512, 495]
section-rule: [6, 1485, 1042, 1486]
teean-headline: ਚਕਰ 'ਚ ਲੱਗਿਆ ਤੀਆਂ ਦਾ ਯਾਦਗਾਰੀ ਮੇਲਾ: [32, 1095, 463, 1126]
hemkunt-col-3: ਛੋਟੇ ਬੱਚਿਆਂ ਨੇ ਰਾਧਾ-ਕ੍ਰਿਸ਼ਨ ਦੇ ਰੂਪ ਧਾਰ ਕੇ ਸਭ ਦਾ ਮਨ ਮੋਹ ਲਿਆ। ਇਸ ਮੌਕੇ ਸਮੂਹ ਸਟਾਫ ਅਤੇ ਮਾਪੇ ਹਾਜ਼ਰ ਸਨ।: [849, 1758, 1042, 1803]
akhand-headline: ਸਰਬਤ ਦੇ ਭਲੇ ਲਈ ਸ੍ਰੀ ਅਖੰਡ ਪਾਠ ਸਾਹਿਬ ਦੇ ਭੋਗ ਪਾਏ: [981, 78, 1492, 140]
photo-cbse-students: [1133, 675, 1510, 883]
janm-headline: ਜਨਮ ਅਸਟਮੀ ਦਾ ਦਿਹਾੜਾ ਵਿਦਿਆਰਥੀਆਂ ਨੂੰ ਪੌਦੇ ਵੰਡ ਕੇ ਮਨਾਇਆ ਗਿਆ: [1061, 1968, 1501, 2031]
akhand-article-body: [963, 139, 1510, 577]
manager-body: ਸਰਕਾਰ ਨੂੰ ਸ੍ਰੀ ਦਰਬਾਰ ਸਾਹਿਬ ਦੇ ਆਸ ਪਾਸ ਧੜਾਧੜ ਬਣ ਰਹੀਆਂ ਇਮਾਰਤਾਂ ਦੇ ਉਪਰ ਲਗ ਰਹੇ ਬੋਰਡ ਜੋ ਸ੍ਰੀ ਦਰਬਾਰ ਸਾਹਿਬ ਦੀ ਪ੍ਰਕਰਮਾਂ ਵਿਚੋ ਸਾਫ ਦਿਖਾਈ ਦਿੰਦੇ ਹਨ, ਬਾਰੇ ਜਾਣੂ ਕਰਵਾਇਆ। ਮੰਤਰੀ ਨਾਲ ਗਲ ਕਰਦਿਆਂ ਇਹ ਵੀ ਕਿਹਾ ਕਿ ਸ੍ਰੀ ਦਰਬਾਰ ਸਾਹਿਬ ਦੇ ਚੌਗਿਰਦੇ ਵਿਚ ਸੀਵਰੇਜ਼ ਪ੍ਰਣਾਲੀ ਵੀ ਅਸਤ ਵਿਅਸਤ ਹੋ ਚੁੱਕੀ ਹੈ। ਆਏ ਦਿਨ ਸ਼ਰਧਾਲੂਆਂ ਨੂੰ ਮੁਸ਼ਕਲਾਂ ਦਾ ਸਾਹਮਣਾ ਕਰਨਾ ਪੈਂਦਾ ਹੈ। ਮੁੱਖ ਮੰਤਰੀ ਨੇ ਭਰੋਸਾ ਦਿੱਤਾ ਕਿ ਇਨ੍ਹਾਂ ਮਸਲਿਆਂ ਦੇ ਹੱਲ ਲਈ ਤੁਰੰਤ ਕਾਰਵਾਈ ਕੀਤੀ ਜਾਵੇਗੀ।: [6, 1779, 489, 1855]
mann-col-3: ਉਨ੍ਹਾਂ ਆਖਿਆ ਕਿ ਮੌਜੂਦਾ ਸਰਕਾਰਾਂ ਨੇ ਪੰਜਾਬ ਦੇ ਪਾਣੀਆਂ, ਬੇਰੁਜ਼ਗਾਰੀ ਅਤੇ ਕਿਸਾਨੀ ਮਸਲਿਆਂ ਵੱਲ ਕੋਈ ਧਿਆਨ ਨਹੀਂ ਦਿੱਤਾ। ਸ਼੍ਰੋਮਣੀ ਅਕਾਲੀ ਦਲ ਅੰਮ੍ਰਿਤਸਰ ਹੀ ਪੰਥਕ ਸੋਚ ਦੀ ਅਸਲ ਵਾਰਿਸ ਪਾਰਟੀ ਹੈ।: [810, 679, 957, 787]
manager-article: [6, 1488, 489, 1959]
